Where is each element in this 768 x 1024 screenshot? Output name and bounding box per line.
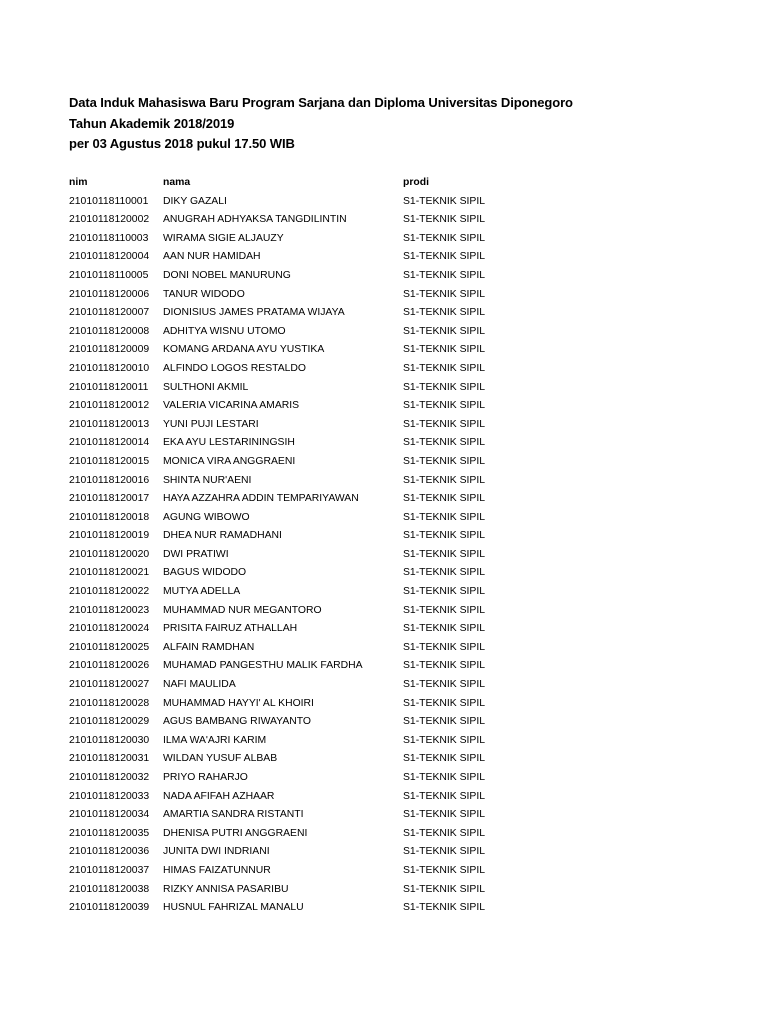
- cell-nama: DHEA NUR RAMADHANI: [163, 530, 282, 542]
- table-row: [69, 267, 513, 286]
- table-row: [69, 620, 513, 639]
- table-row: [69, 304, 513, 323]
- cell-prodi: S1-TEKNIK SIPIL: [403, 474, 485, 486]
- cell-nim: 21010118120029: [69, 716, 150, 728]
- table-row: [69, 769, 513, 788]
- table-row: [69, 732, 513, 751]
- cell-nama: MONICA VIRA ANGGRAENI: [163, 455, 296, 467]
- cell-prodi: S1-TEKNIK SIPIL: [403, 251, 485, 263]
- cell-nim: 21010118120009: [69, 344, 150, 356]
- cell-nim: 21010118120037: [69, 864, 150, 876]
- cell-nim: 21010118120022: [69, 586, 150, 598]
- table-row: [69, 750, 513, 769]
- cell-nim: 21010118120038: [69, 883, 150, 895]
- cell-nama: BAGUS WIDODO: [163, 567, 247, 579]
- cell-nim: 21010118120027: [69, 679, 150, 691]
- table-row: [69, 434, 513, 453]
- table-row: [69, 230, 513, 249]
- cell-nama: ALFINDO LOGOS RESTALDO: [163, 362, 306, 374]
- table-row: [69, 490, 513, 509]
- cell-prodi: S1-TEKNIK SIPIL: [403, 641, 485, 653]
- cell-nim: 21010118120018: [69, 511, 150, 523]
- table-row: [69, 379, 513, 398]
- cell-prodi: S1-TEKNIK SIPIL: [403, 325, 485, 337]
- cell-prodi: S1-TEKNIK SIPIL: [403, 381, 485, 393]
- cell-nim: 21010118120007: [69, 307, 150, 319]
- cell-nim: 21010118120008: [69, 325, 150, 337]
- cell-nama: SULTHONI AKMIL: [163, 381, 249, 393]
- cell-prodi: S1-TEKNIK SIPIL: [403, 660, 485, 672]
- cell-prodi: S1-TEKNIK SIPIL: [403, 567, 485, 579]
- cell-nim: 21010118120035: [69, 827, 150, 839]
- cell-nama: ADHITYA WISNU UTOMO: [163, 325, 286, 337]
- cell-prodi: S1-TEKNIK SIPIL: [403, 827, 485, 839]
- cell-nama: HIMAS FAIZATUNNUR: [163, 864, 271, 876]
- cell-nama: ANUGRAH ADHYAKSA TANGDILINTIN: [163, 214, 347, 226]
- academic-year: Tahun Akademik 2018/2019: [69, 115, 235, 131]
- table-row: [69, 546, 513, 565]
- cell-nama: MUHAMAD PANGESTHU MALIK FARDHA: [163, 660, 363, 672]
- cell-nim: 21010118120012: [69, 400, 150, 412]
- cell-prodi: S1-TEKNIK SIPIL: [403, 772, 485, 783]
- table-row: [69, 862, 513, 881]
- cell-prodi: S1-TEKNIK SIPIL: [403, 902, 485, 914]
- table-row: [69, 341, 513, 360]
- cell-prodi: S1-TEKNIK SIPIL: [403, 883, 485, 895]
- report-timestamp: per 03 Agustus 2018 pukul 17.50 WIB: [69, 136, 295, 151]
- cell-nama: DIKY GAZALI: [163, 195, 227, 207]
- cell-prodi: S1-TEKNIK SIPIL: [403, 400, 485, 412]
- cell-nim: 21010118120039: [69, 902, 150, 914]
- cell-nama: NADA AFIFAH AZHAAR: [163, 790, 275, 802]
- cell-prodi: S1-TEKNIK SIPIL: [403, 604, 485, 616]
- cell-prodi: S1-TEKNIK SIPIL: [403, 288, 485, 300]
- table-row: [69, 899, 513, 918]
- cell-nama: DHENISA PUTRI ANGGRAENI: [163, 827, 308, 839]
- cell-nama: VALERIA VICARINA AMARIS: [163, 400, 300, 412]
- table-row: [69, 639, 513, 658]
- table-header-row: [69, 174, 513, 193]
- cell-nama: WILDAN YUSUF ALBAB: [163, 753, 278, 765]
- column-header-nim: nim: [69, 177, 88, 188]
- cell-nama: SHINTA NUR'AENI: [163, 474, 252, 486]
- cell-prodi: S1-TEKNIK SIPIL: [403, 716, 485, 728]
- cell-nim: 21010118110003: [69, 232, 149, 244]
- table-body: [69, 193, 513, 918]
- cell-prodi: S1-TEKNIK SIPIL: [403, 846, 485, 858]
- cell-nama: MUHAMMAD HAYYI' AL KHOIRI: [163, 697, 314, 709]
- cell-nama: PRIYO RAHARJO: [163, 772, 248, 783]
- table-row: [69, 323, 513, 342]
- cell-nama: MUHAMMAD NUR MEGANTORO: [163, 604, 322, 616]
- cell-nama: PRISITA FAIRUZ ATHALLAH: [163, 623, 298, 635]
- cell-nim: 21010118120004: [69, 251, 150, 263]
- cell-nim: 21010118120014: [69, 437, 150, 449]
- table-row: [69, 676, 513, 695]
- column-header-nama: nama: [163, 177, 191, 188]
- table-row: [69, 416, 513, 435]
- table-row: [69, 211, 513, 230]
- cell-nim: 21010118120034: [69, 809, 150, 821]
- table-row: [69, 286, 513, 305]
- cell-prodi: S1-TEKNIK SIPIL: [403, 195, 485, 207]
- cell-nama: TANUR WIDODO: [163, 288, 245, 300]
- cell-nim: 21010118120002: [69, 214, 150, 226]
- cell-nim: 21010118110001: [69, 195, 149, 207]
- table-row: [69, 564, 513, 583]
- cell-prodi: S1-TEKNIK SIPIL: [403, 418, 485, 430]
- cell-nim: 21010118120013: [69, 418, 150, 430]
- cell-nim: 21010118120017: [69, 493, 150, 505]
- table-row: [69, 825, 513, 844]
- cell-nim: 21010118120011: [69, 381, 149, 393]
- cell-prodi: S1-TEKNIK SIPIL: [403, 455, 485, 467]
- cell-nim: 21010118120023: [69, 604, 150, 616]
- cell-nama: ILMA WA'AJRI KARIM: [163, 734, 267, 746]
- cell-nama: RIZKY ANNISA PASARIBU: [163, 883, 289, 895]
- table-row: [69, 788, 513, 807]
- cell-prodi: S1-TEKNIK SIPIL: [403, 530, 485, 542]
- table-row: [69, 583, 513, 602]
- cell-prodi: S1-TEKNIK SIPIL: [403, 734, 485, 746]
- cell-nama: EKA AYU LESTARININGSIH: [163, 437, 295, 449]
- cell-nim: 21010118120032: [69, 772, 150, 783]
- cell-nim: 21010118120036: [69, 846, 150, 858]
- cell-nim: 21010118120030: [69, 734, 150, 746]
- cell-nim: 21010118120031: [69, 753, 150, 765]
- table-row: [69, 657, 513, 676]
- cell-nim: 21010118120026: [69, 660, 150, 672]
- cell-nama: KOMANG ARDANA AYU YUSTIKA: [163, 344, 325, 356]
- cell-prodi: S1-TEKNIK SIPIL: [403, 269, 485, 281]
- cell-prodi: S1-TEKNIK SIPIL: [403, 790, 485, 802]
- cell-nama: MUTYA ADELLA: [163, 586, 241, 598]
- cell-prodi: S1-TEKNIK SIPIL: [403, 548, 485, 560]
- cell-nama: YUNI PUJI LESTARI: [163, 418, 259, 430]
- cell-prodi: S1-TEKNIK SIPIL: [403, 679, 485, 691]
- cell-nim: 21010118120010: [69, 362, 150, 374]
- cell-nim: 21010118120006: [69, 288, 150, 300]
- cell-prodi: S1-TEKNIK SIPIL: [403, 344, 485, 356]
- cell-nama: AMARTIA SANDRA RISTANTI: [163, 809, 304, 821]
- table-row: [69, 193, 513, 212]
- cell-nama: AAN NUR HAMIDAH: [163, 251, 261, 263]
- cell-prodi: S1-TEKNIK SIPIL: [403, 753, 485, 765]
- cell-prodi: S1-TEKNIK SIPIL: [403, 864, 485, 876]
- cell-nim: 21010118120024: [69, 623, 150, 635]
- cell-nama: ALFAIN RAMDHAN: [163, 641, 255, 653]
- cell-nama: NAFI MAULIDA: [163, 679, 236, 691]
- table-row: [69, 527, 513, 546]
- cell-nama: JUNITA DWI INDRIANI: [163, 846, 270, 858]
- cell-nama: WIRAMA SIGIE ALJAUZY: [163, 232, 284, 244]
- cell-nim: 21010118120028: [69, 697, 150, 709]
- cell-nim: 21010118120015: [69, 455, 150, 467]
- table-row: [69, 472, 513, 491]
- cell-nim: 21010118110005: [69, 269, 149, 281]
- cell-nama: DONI NOBEL MANURUNG: [163, 269, 291, 281]
- document-heading: [69, 93, 573, 155]
- table-row: [69, 695, 513, 714]
- cell-prodi: S1-TEKNIK SIPIL: [403, 214, 485, 226]
- cell-prodi: S1-TEKNIK SIPIL: [403, 362, 485, 374]
- cell-prodi: S1-TEKNIK SIPIL: [403, 623, 485, 635]
- cell-prodi: S1-TEKNIK SIPIL: [403, 586, 485, 598]
- table-row: [69, 881, 513, 900]
- cell-nama: DIONISIUS JAMES PRATAMA WIJAYA: [163, 307, 345, 319]
- table-row: [69, 248, 513, 267]
- table-row: [69, 602, 513, 621]
- column-header-prodi: prodi: [403, 177, 429, 188]
- student-table: [69, 174, 513, 918]
- cell-prodi: S1-TEKNIK SIPIL: [403, 511, 485, 523]
- cell-nama: AGUS BAMBANG RIWAYANTO: [163, 716, 311, 728]
- cell-nim: 21010118120016: [69, 474, 150, 486]
- cell-nama: HAYA AZZAHRA ADDIN TEMPARIYAWAN: [163, 493, 359, 505]
- cell-nim: 21010118120025: [69, 641, 150, 653]
- cell-nim: 21010118120021: [69, 567, 150, 579]
- cell-nama: DWI PRATIWI: [163, 548, 229, 560]
- cell-nim: 21010118120020: [69, 548, 150, 560]
- cell-nim: 21010118120019: [69, 530, 150, 542]
- table-row: [69, 360, 513, 379]
- cell-nama: HUSNUL FAHRIZAL MANALU: [163, 902, 304, 914]
- table-row: [69, 397, 513, 416]
- table-row: [69, 713, 513, 732]
- cell-prodi: S1-TEKNIK SIPIL: [403, 232, 485, 244]
- table-row: [69, 843, 513, 862]
- table-row: [69, 453, 513, 472]
- cell-nama: AGUNG WIBOWO: [163, 511, 250, 523]
- table-row: [69, 509, 513, 528]
- cell-prodi: S1-TEKNIK SIPIL: [403, 307, 485, 319]
- document-title: Data Induk Mahasiswa Baru Program Sarjana dan Diploma Universitas Diponegoro: [69, 95, 573, 110]
- cell-prodi: S1-TEKNIK SIPIL: [403, 437, 485, 449]
- cell-prodi: S1-TEKNIK SIPIL: [403, 809, 485, 821]
- cell-nim: 21010118120033: [69, 790, 150, 802]
- cell-prodi: S1-TEKNIK SIPIL: [403, 697, 485, 709]
- cell-prodi: S1-TEKNIK SIPIL: [403, 493, 485, 505]
- table-row: [69, 806, 513, 825]
